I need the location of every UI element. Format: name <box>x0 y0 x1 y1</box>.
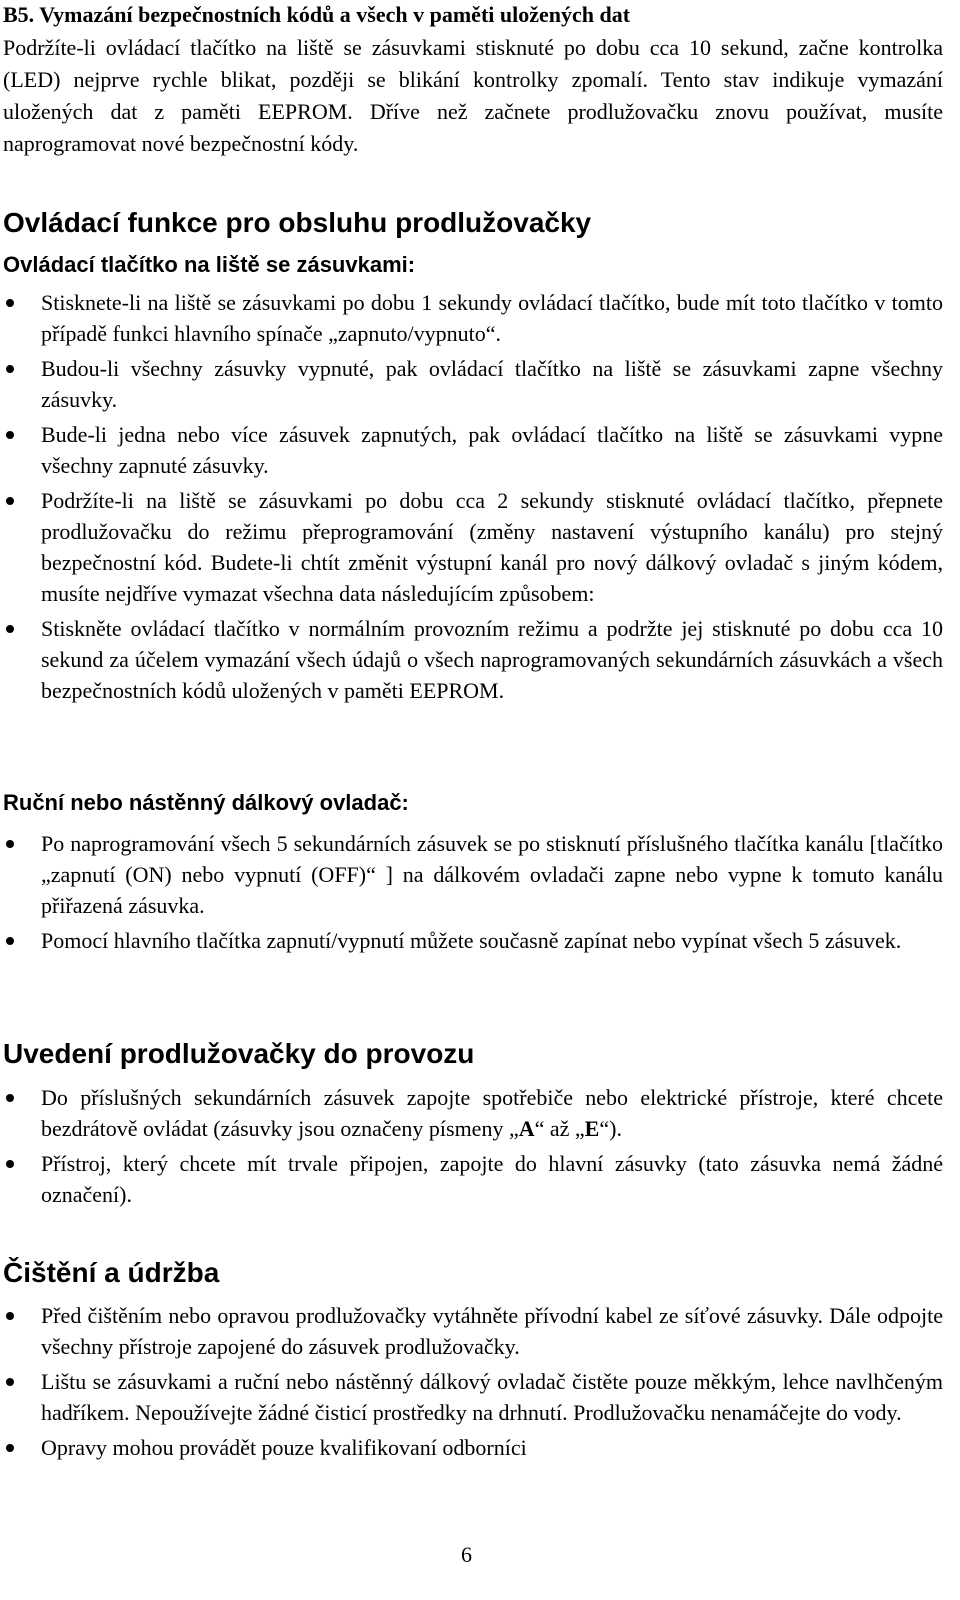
bullet-icon <box>6 625 14 633</box>
list-item <box>3 828 943 921</box>
bullet-icon <box>6 840 14 848</box>
list-item <box>3 419 943 481</box>
list-item-text: Bude-li jedna nebo více zásuvek zapnutých, pak ovládací tlačítko na liště se zásuvkami vypne všechny zapnuté zásuvky. <box>41 422 943 478</box>
list-item-text: Opravy mohou provádět pouze kvalifikovaní odborníci <box>41 1435 527 1460</box>
list-item <box>3 353 943 415</box>
bullet-icon <box>6 1094 14 1102</box>
list-ovladaci-tlacitko <box>3 287 943 710</box>
list-item <box>3 287 943 349</box>
list-item-text: Do příslušných sekundárních zásuvek zapojte spotřebiče nebo elektrické přístroje, které chcete bezdrátově ovládat (zásuvky jsou označeny písmeny „A“ až „E“). <box>41 1085 943 1141</box>
list-item-text: Stiskněte ovládací tlačítko v normálním provozním režimu a podržte jej stisknuté po dobu cca 10 sekund za účelem vymazání všech údajů o všech naprogramovaných sekundárních zásuvkách a všech bezpečnostních kódů uložených v paměti EEPROM. <box>41 616 943 703</box>
socket-letter-a: A <box>518 1116 535 1141</box>
list-item <box>3 485 943 609</box>
list-item <box>3 1366 943 1428</box>
list-item-text: Po naprogramování všech 5 sekundárních zásuvek se po stisknutí příslušného tlačítka kanálu [tlačítko „zapnutí (ON) nebo vypnutí (OFF)“ ] na dálkovém ovladači zapne nebo vypne k tomuto kanálu přiřazená zásuvka. <box>41 831 943 918</box>
section-b5-title: B5. Vymazání bezpečnostních kódů a všech v paměti uložených dat <box>3 2 631 27</box>
bullet-icon <box>6 365 14 373</box>
bullet-icon <box>6 431 14 439</box>
section-b5-text: Podržíte-li ovládací tlačítko na liště se zásuvkami stisknuté po dobu cca 10 sekund, začne kontrolka (LED) nejprve rychle blikat, později se blikání kontrolky zpomalí. Tento stav indikuje vymazání uložených dat z paměti EEPROM. Dříve než začnete prodlužovačku znovu používat, musíte naprogramovat nové bezpečnostní kódy. <box>3 35 943 156</box>
list-item <box>3 925 943 956</box>
list-item-text: Pomocí hlavního tlačítka zapnutí/vypnutí můžete současně zapínat nebo vypínat všech 5 zásuvek. <box>41 928 902 953</box>
list-item-text: Přístroj, který chcete mít trvale připojen, zapojte do hlavní zásuvky (tato zásuvka nemá žádné označení). <box>41 1151 943 1207</box>
list-item <box>3 1432 943 1463</box>
list-item <box>3 613 943 706</box>
list-cisteni-a-udrzba <box>3 1300 943 1467</box>
list-item-text: Lištu se zásuvkami a ruční nebo nástěnný dálkový ovladač čistěte pouze měkkým, lehce navlhčeným hadříkem. Nepoužívejte žádné čisticí prostředky na drhnutí. Prodlužovačku nenamáčejte do vody. <box>41 1369 943 1425</box>
list-item-text: Budou-li všechny zásuvky vypnuté, pak ovládací tlačítko na liště se zásuvkami zapne všechny zásuvky. <box>41 356 943 412</box>
page-number: 6 <box>461 1542 472 1567</box>
subheading-ovladaci-tlacitko: Ovládací tlačítko na liště se zásuvkami: <box>3 252 416 277</box>
bullet-icon <box>6 497 14 505</box>
list-item-text: Před čištěním nebo opravou prodlužovačky vytáhněte přívodní kabel ze síťové zásuvky. Dále odpojte všechny přístroje zapojené do zásuvek prodlužovačky. <box>41 1303 943 1359</box>
list-item-text: Podržíte-li na liště se zásuvkami po dobu cca 2 sekundy stisknuté ovládací tlačítko, přepnete prodlužovačku do režimu přeprogramování (změny nastavení výstupního kanálu) pro stejný bezpečnostní kód. Budete-li chtít změnit výstupní kanál pro nový dálkový ovladač s jiným kódem, musíte nejdříve vymazat všechna data následujícím způsobem: <box>41 488 943 606</box>
bullet-icon <box>6 937 14 945</box>
list-item-text: Stisknete-li na liště se zásuvkami po dobu 1 sekundy ovládací tlačítko, bude mít toto tlačítko v tomto případě funkci hlavního spínače „zapnuto/vypnuto“. <box>41 290 943 346</box>
bullet-icon <box>6 299 14 307</box>
bullet-icon <box>6 1312 14 1320</box>
heading-uvedeni-do-provozu: Uvedení prodlužovačky do provozu <box>3 1038 475 1069</box>
list-item <box>3 1148 943 1210</box>
list-item <box>3 1082 943 1144</box>
bullet-icon <box>6 1378 14 1386</box>
bullet-icon <box>6 1444 14 1452</box>
heading-ovladaci-funkce: Ovládací funkce pro obsluhu prodlužovačky <box>3 207 592 238</box>
list-rucni-ovladac <box>3 828 943 960</box>
list-item <box>3 1300 943 1362</box>
heading-rucni-ovladac: Ruční nebo nástěnný dálkový ovladač: <box>3 790 409 815</box>
socket-letter-e: E <box>584 1116 600 1141</box>
bullet-icon <box>6 1160 14 1168</box>
heading-cisteni-a-udrzba: Čištění a údržba <box>3 1257 220 1288</box>
list-uvedeni-do-provozu <box>3 1082 943 1214</box>
